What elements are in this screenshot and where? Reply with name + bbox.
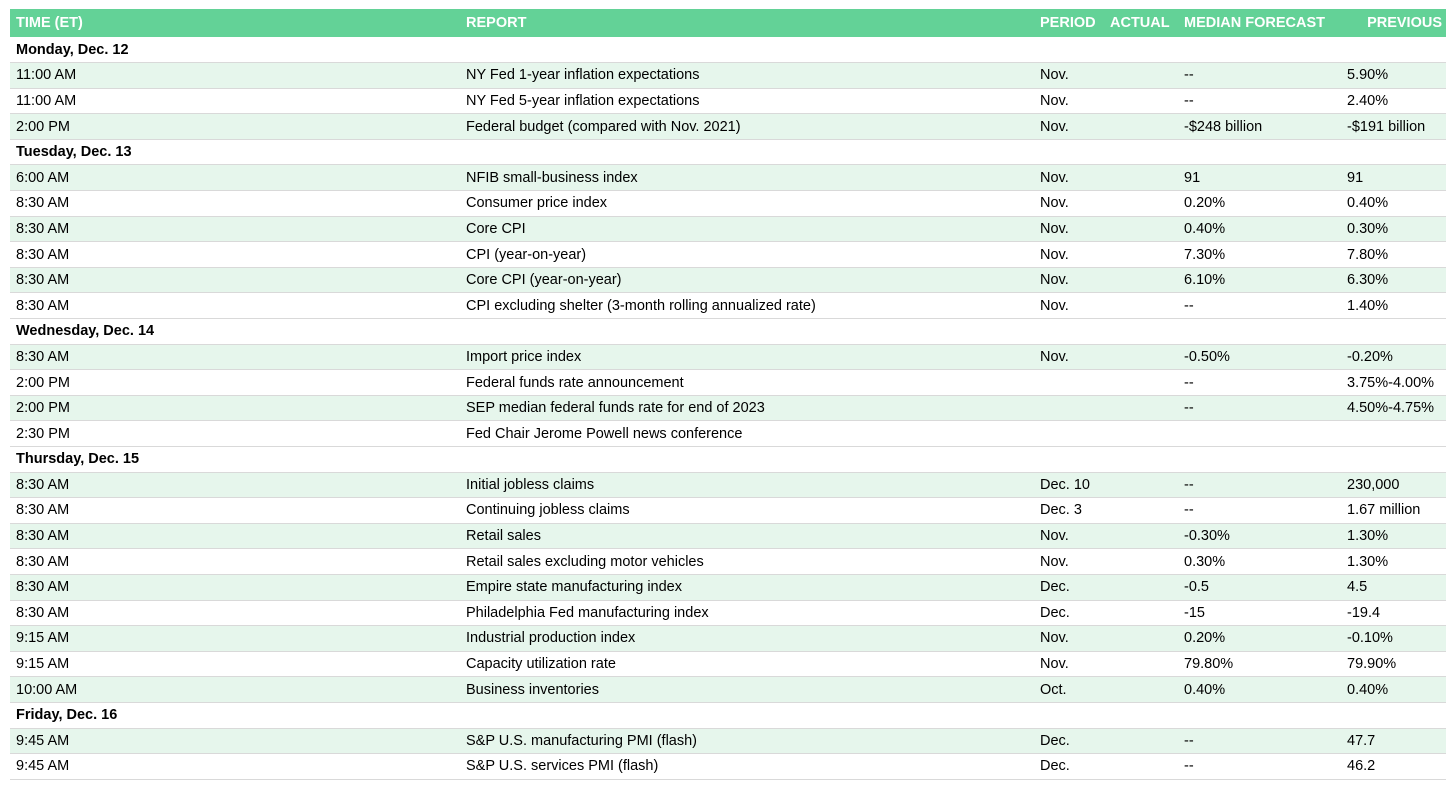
cell-previous[interactable]: 0.40% [1347, 681, 1389, 698]
table-row [10, 370, 1446, 396]
cell-actual[interactable] [1104, 523, 1178, 549]
table-row [10, 267, 1446, 293]
day-header-row [10, 447, 1446, 473]
cell-actual[interactable] [1104, 88, 1178, 114]
table-row [10, 191, 1446, 217]
cell-period[interactable]: Nov. [1040, 656, 1069, 673]
header-actual[interactable]: ACTUAL [1110, 15, 1170, 31]
cell-report[interactable]: Continuing jobless claims [466, 502, 630, 519]
cell-period[interactable]: Nov. [1040, 297, 1069, 314]
cell-previous[interactable]: 1.30% [1347, 553, 1389, 570]
table-row [10, 242, 1446, 268]
table-row [10, 293, 1446, 319]
cell-median-forecast[interactable]: -- [1184, 67, 1194, 84]
cell-report[interactable]: Retail sales [466, 528, 541, 545]
cell-previous[interactable]: 1.67 million [1347, 502, 1421, 519]
day-label[interactable]: Friday, Dec. 16 [16, 707, 118, 724]
cell-actual[interactable] [1104, 626, 1178, 652]
cell-time[interactable]: 2:00 PM [16, 374, 70, 391]
cell-period[interactable]: Dec. [1040, 732, 1070, 749]
cell-period[interactable]: Dec. 3 [1040, 502, 1082, 519]
cell-time[interactable]: 9:45 AM [16, 758, 70, 775]
cell-median-forecast[interactable]: 91 [1184, 169, 1201, 186]
table-row [10, 549, 1446, 575]
cell-actual[interactable] [1104, 267, 1178, 293]
day-header-row [10, 702, 1446, 728]
cell-actual[interactable] [1104, 63, 1178, 89]
cell-report[interactable]: Federal budget (compared with Nov. 2021) [466, 118, 741, 135]
cell-previous[interactable]: 91 [1347, 169, 1364, 186]
table-row [10, 677, 1446, 703]
cell-median-forecast[interactable]: -- [1184, 92, 1194, 109]
cell-time[interactable]: 10:00 AM [16, 681, 78, 698]
cell-median-forecast[interactable]: -- [1184, 758, 1194, 775]
cell-previous[interactable]: 1.40% [1347, 297, 1389, 314]
table-row [10, 728, 1446, 754]
cell-report[interactable]: Empire state manufacturing index [466, 579, 682, 596]
cell-median-forecast[interactable]: -0.5 [1184, 579, 1209, 596]
cell-report[interactable]: Core CPI (year-on-year) [466, 272, 622, 289]
cell-median-forecast[interactable]: -- [1184, 732, 1194, 749]
cell-time[interactable]: 11:00 AM [16, 92, 77, 109]
table-row [10, 498, 1446, 524]
cell-median-forecast[interactable]: -0.30% [1184, 528, 1230, 545]
cell-report[interactable]: NY Fed 5-year inflation expectations [466, 92, 700, 109]
economic-calendar-table [10, 9, 1446, 780]
cell-actual[interactable] [1104, 728, 1178, 754]
cell-previous[interactable]: 2.40% [1347, 92, 1389, 109]
table-row [10, 395, 1446, 421]
cell-period[interactable]: Nov. [1040, 92, 1069, 109]
header-median-forecast[interactable]: MEDIAN FORECAST [1184, 15, 1325, 31]
cell-actual[interactable] [1104, 293, 1178, 319]
table-row [10, 574, 1446, 600]
cell-report[interactable]: Consumer price index [466, 195, 608, 212]
cell-previous[interactable]: -0.20% [1347, 348, 1393, 365]
cell-median-forecast[interactable]: 0.20% [1184, 630, 1226, 647]
cell-period[interactable]: Dec. [1040, 758, 1070, 775]
day-label[interactable]: Thursday, Dec. 15 [16, 451, 140, 468]
cell-report[interactable]: Philadelphia Fed manufacturing index [466, 604, 709, 621]
table-row [10, 216, 1446, 242]
cell-report[interactable]: Capacity utilization rate [466, 656, 616, 673]
cell-time[interactable]: 9:45 AM [16, 732, 70, 749]
cell-time[interactable]: 8:30 AM [16, 476, 70, 493]
cell-median-forecast[interactable]: -15 [1184, 604, 1205, 621]
cell-previous[interactable]: -19.4 [1347, 604, 1381, 621]
cell-time[interactable]: 8:30 AM [16, 348, 70, 365]
cell-period[interactable]: Dec. [1040, 604, 1070, 621]
cell-report[interactable]: S&P U.S. services PMI (flash) [466, 758, 659, 775]
cell-actual[interactable] [1104, 754, 1178, 780]
cell-period[interactable]: Nov. [1040, 348, 1069, 365]
cell-time[interactable]: 2:00 PM [16, 400, 70, 417]
cell-report[interactable]: Business inventories [466, 681, 599, 698]
cell-time[interactable]: 8:30 AM [16, 579, 70, 596]
cell-previous[interactable]: 3.75%-4.00% [1347, 374, 1435, 391]
cell-median-forecast[interactable] [1178, 421, 1341, 447]
table-row [10, 754, 1446, 780]
cell-actual[interactable] [1104, 600, 1178, 626]
cell-report[interactable]: Fed Chair Jerome Powell news conference [466, 425, 743, 442]
header-report[interactable]: REPORT [466, 15, 527, 31]
cell-period[interactable]: Dec. [1040, 579, 1070, 596]
economic-calendar-table-container [10, 9, 1446, 780]
cell-report[interactable]: Import price index [466, 348, 582, 365]
cell-time[interactable]: 8:30 AM [16, 220, 70, 237]
cell-time[interactable]: 8:30 AM [16, 502, 70, 519]
table-row [10, 472, 1446, 498]
cell-median-forecast[interactable]: 0.40% [1184, 220, 1226, 237]
cell-time[interactable]: 8:30 AM [16, 272, 70, 289]
table-row [10, 344, 1446, 370]
table-row [10, 88, 1446, 114]
cell-median-forecast[interactable]: 6.10% [1184, 272, 1226, 289]
day-header-row [10, 37, 1446, 63]
day-header-row [10, 139, 1446, 165]
day-label[interactable]: Wednesday, Dec. 14 [16, 323, 155, 340]
cell-time[interactable]: 6:00 AM [16, 169, 70, 186]
cell-actual[interactable] [1104, 191, 1178, 217]
cell-time[interactable]: 8:30 AM [16, 195, 70, 212]
cell-median-forecast[interactable]: -0.50% [1184, 348, 1230, 365]
cell-previous[interactable]: 4.5 [1347, 579, 1368, 596]
cell-actual[interactable] [1104, 370, 1178, 396]
cell-report[interactable]: Federal funds rate announcement [466, 374, 684, 391]
cell-time[interactable]: 2:30 PM [16, 425, 70, 442]
table-row [10, 63, 1446, 89]
cell-actual[interactable] [1104, 114, 1178, 140]
table-header-row [10, 9, 1446, 37]
cell-actual[interactable] [1104, 242, 1178, 268]
cell-period[interactable]: Nov. [1040, 553, 1069, 570]
header-time[interactable]: TIME (ET) [16, 15, 83, 31]
cell-median-forecast[interactable]: 7.30% [1184, 246, 1226, 263]
cell-median-forecast[interactable]: -- [1184, 502, 1194, 519]
cell-period[interactable]: Nov. [1040, 118, 1069, 135]
cell-report[interactable]: NFIB small-business index [466, 169, 638, 186]
cell-period[interactable]: Nov. [1040, 630, 1069, 647]
cell-period[interactable]: Nov. [1040, 169, 1069, 186]
cell-period[interactable] [1034, 421, 1104, 447]
cell-report[interactable]: S&P U.S. manufacturing PMI (flash) [466, 732, 698, 749]
cell-median-forecast[interactable]: -- [1184, 400, 1194, 417]
cell-previous[interactable]: 5.90% [1347, 67, 1389, 84]
cell-time[interactable]: 8:30 AM [16, 528, 70, 545]
cell-median-forecast[interactable]: 0.20% [1184, 195, 1226, 212]
cell-median-forecast[interactable]: -$248 billion [1184, 118, 1263, 135]
table-row [10, 165, 1446, 191]
cell-median-forecast[interactable]: -- [1184, 374, 1194, 391]
cell-period[interactable]: Oct. [1040, 681, 1067, 698]
cell-previous[interactable]: 4.50%-4.75% [1347, 400, 1435, 417]
cell-report[interactable]: Initial jobless claims [466, 476, 595, 493]
cell-time[interactable]: 2:00 PM [16, 118, 70, 135]
cell-previous[interactable]: -$191 billion [1347, 118, 1426, 135]
cell-actual[interactable] [1104, 498, 1178, 524]
cell-report[interactable]: NY Fed 1-year inflation expectations [466, 67, 700, 84]
cell-period[interactable]: Nov. [1040, 272, 1069, 289]
cell-median-forecast[interactable]: -- [1184, 476, 1194, 493]
cell-report[interactable]: Industrial production index [466, 630, 636, 647]
table-row [10, 600, 1446, 626]
cell-median-forecast[interactable]: 0.30% [1184, 553, 1226, 570]
cell-previous[interactable]: 46.2 [1347, 758, 1376, 775]
cell-median-forecast[interactable]: 0.40% [1184, 681, 1226, 698]
cell-period[interactable]: Nov. [1040, 528, 1069, 545]
day-header-row [10, 319, 1446, 345]
cell-previous[interactable]: 6.30% [1347, 272, 1389, 289]
cell-previous[interactable]: -0.10% [1347, 630, 1393, 647]
cell-period[interactable]: Nov. [1040, 67, 1069, 84]
cell-median-forecast[interactable]: -- [1184, 297, 1194, 314]
cell-report[interactable]: CPI (year-on-year) [466, 246, 587, 263]
cell-actual[interactable] [1104, 549, 1178, 575]
cell-report[interactable]: SEP median federal funds rate for end of 2023 [466, 400, 765, 417]
cell-time[interactable]: 8:30 AM [16, 604, 70, 621]
cell-time[interactable]: 8:30 AM [16, 297, 70, 314]
cell-report[interactable]: CPI excluding shelter (3-month rolling annualized rate) [466, 297, 816, 314]
cell-previous[interactable]: 0.40% [1347, 195, 1389, 212]
cell-previous[interactable] [1341, 421, 1446, 447]
cell-actual[interactable] [1104, 421, 1178, 447]
cell-actual[interactable] [1104, 651, 1178, 677]
cell-actual[interactable] [1104, 472, 1178, 498]
cell-actual[interactable] [1104, 165, 1178, 191]
cell-time[interactable]: 11:00 AM [16, 67, 77, 84]
table-row [10, 651, 1446, 677]
cell-actual[interactable] [1104, 574, 1178, 600]
cell-previous[interactable]: 47.7 [1347, 732, 1376, 749]
cell-actual[interactable] [1104, 344, 1178, 370]
cell-period[interactable]: Dec. 10 [1040, 476, 1090, 493]
cell-report[interactable]: Retail sales excluding motor vehicles [466, 553, 704, 570]
table-body [10, 37, 1446, 779]
cell-period[interactable]: Nov. [1040, 220, 1069, 237]
cell-period[interactable] [1034, 395, 1104, 421]
cell-time[interactable]: 8:30 AM [16, 246, 70, 263]
day-label[interactable]: Tuesday, Dec. 13 [16, 144, 132, 161]
day-label[interactable]: Monday, Dec. 12 [16, 41, 129, 58]
cell-previous[interactable]: 1.30% [1347, 528, 1389, 545]
cell-period[interactable]: Nov. [1040, 246, 1069, 263]
cell-actual[interactable] [1104, 395, 1178, 421]
cell-actual[interactable] [1104, 216, 1178, 242]
cell-period[interactable] [1034, 370, 1104, 396]
header-previous[interactable]: PREVIOUS [1367, 15, 1442, 31]
cell-previous[interactable]: 230,000 [1347, 476, 1400, 493]
cell-median-forecast[interactable]: 79.80% [1184, 656, 1234, 673]
cell-previous[interactable]: 79.90% [1347, 656, 1397, 673]
cell-time[interactable]: 9:15 AM [16, 656, 70, 673]
cell-time[interactable]: 9:15 AM [16, 630, 70, 647]
header-period[interactable]: PERIOD [1040, 15, 1096, 31]
table-row [10, 421, 1446, 447]
cell-period[interactable]: Nov. [1040, 195, 1069, 212]
cell-previous[interactable]: 7.80% [1347, 246, 1389, 263]
cell-previous[interactable]: 0.30% [1347, 220, 1389, 237]
cell-report[interactable]: Core CPI [466, 220, 526, 237]
table-row [10, 523, 1446, 549]
cell-actual[interactable] [1104, 677, 1178, 703]
table-row [10, 626, 1446, 652]
cell-time[interactable]: 8:30 AM [16, 553, 70, 570]
table-row [10, 114, 1446, 140]
